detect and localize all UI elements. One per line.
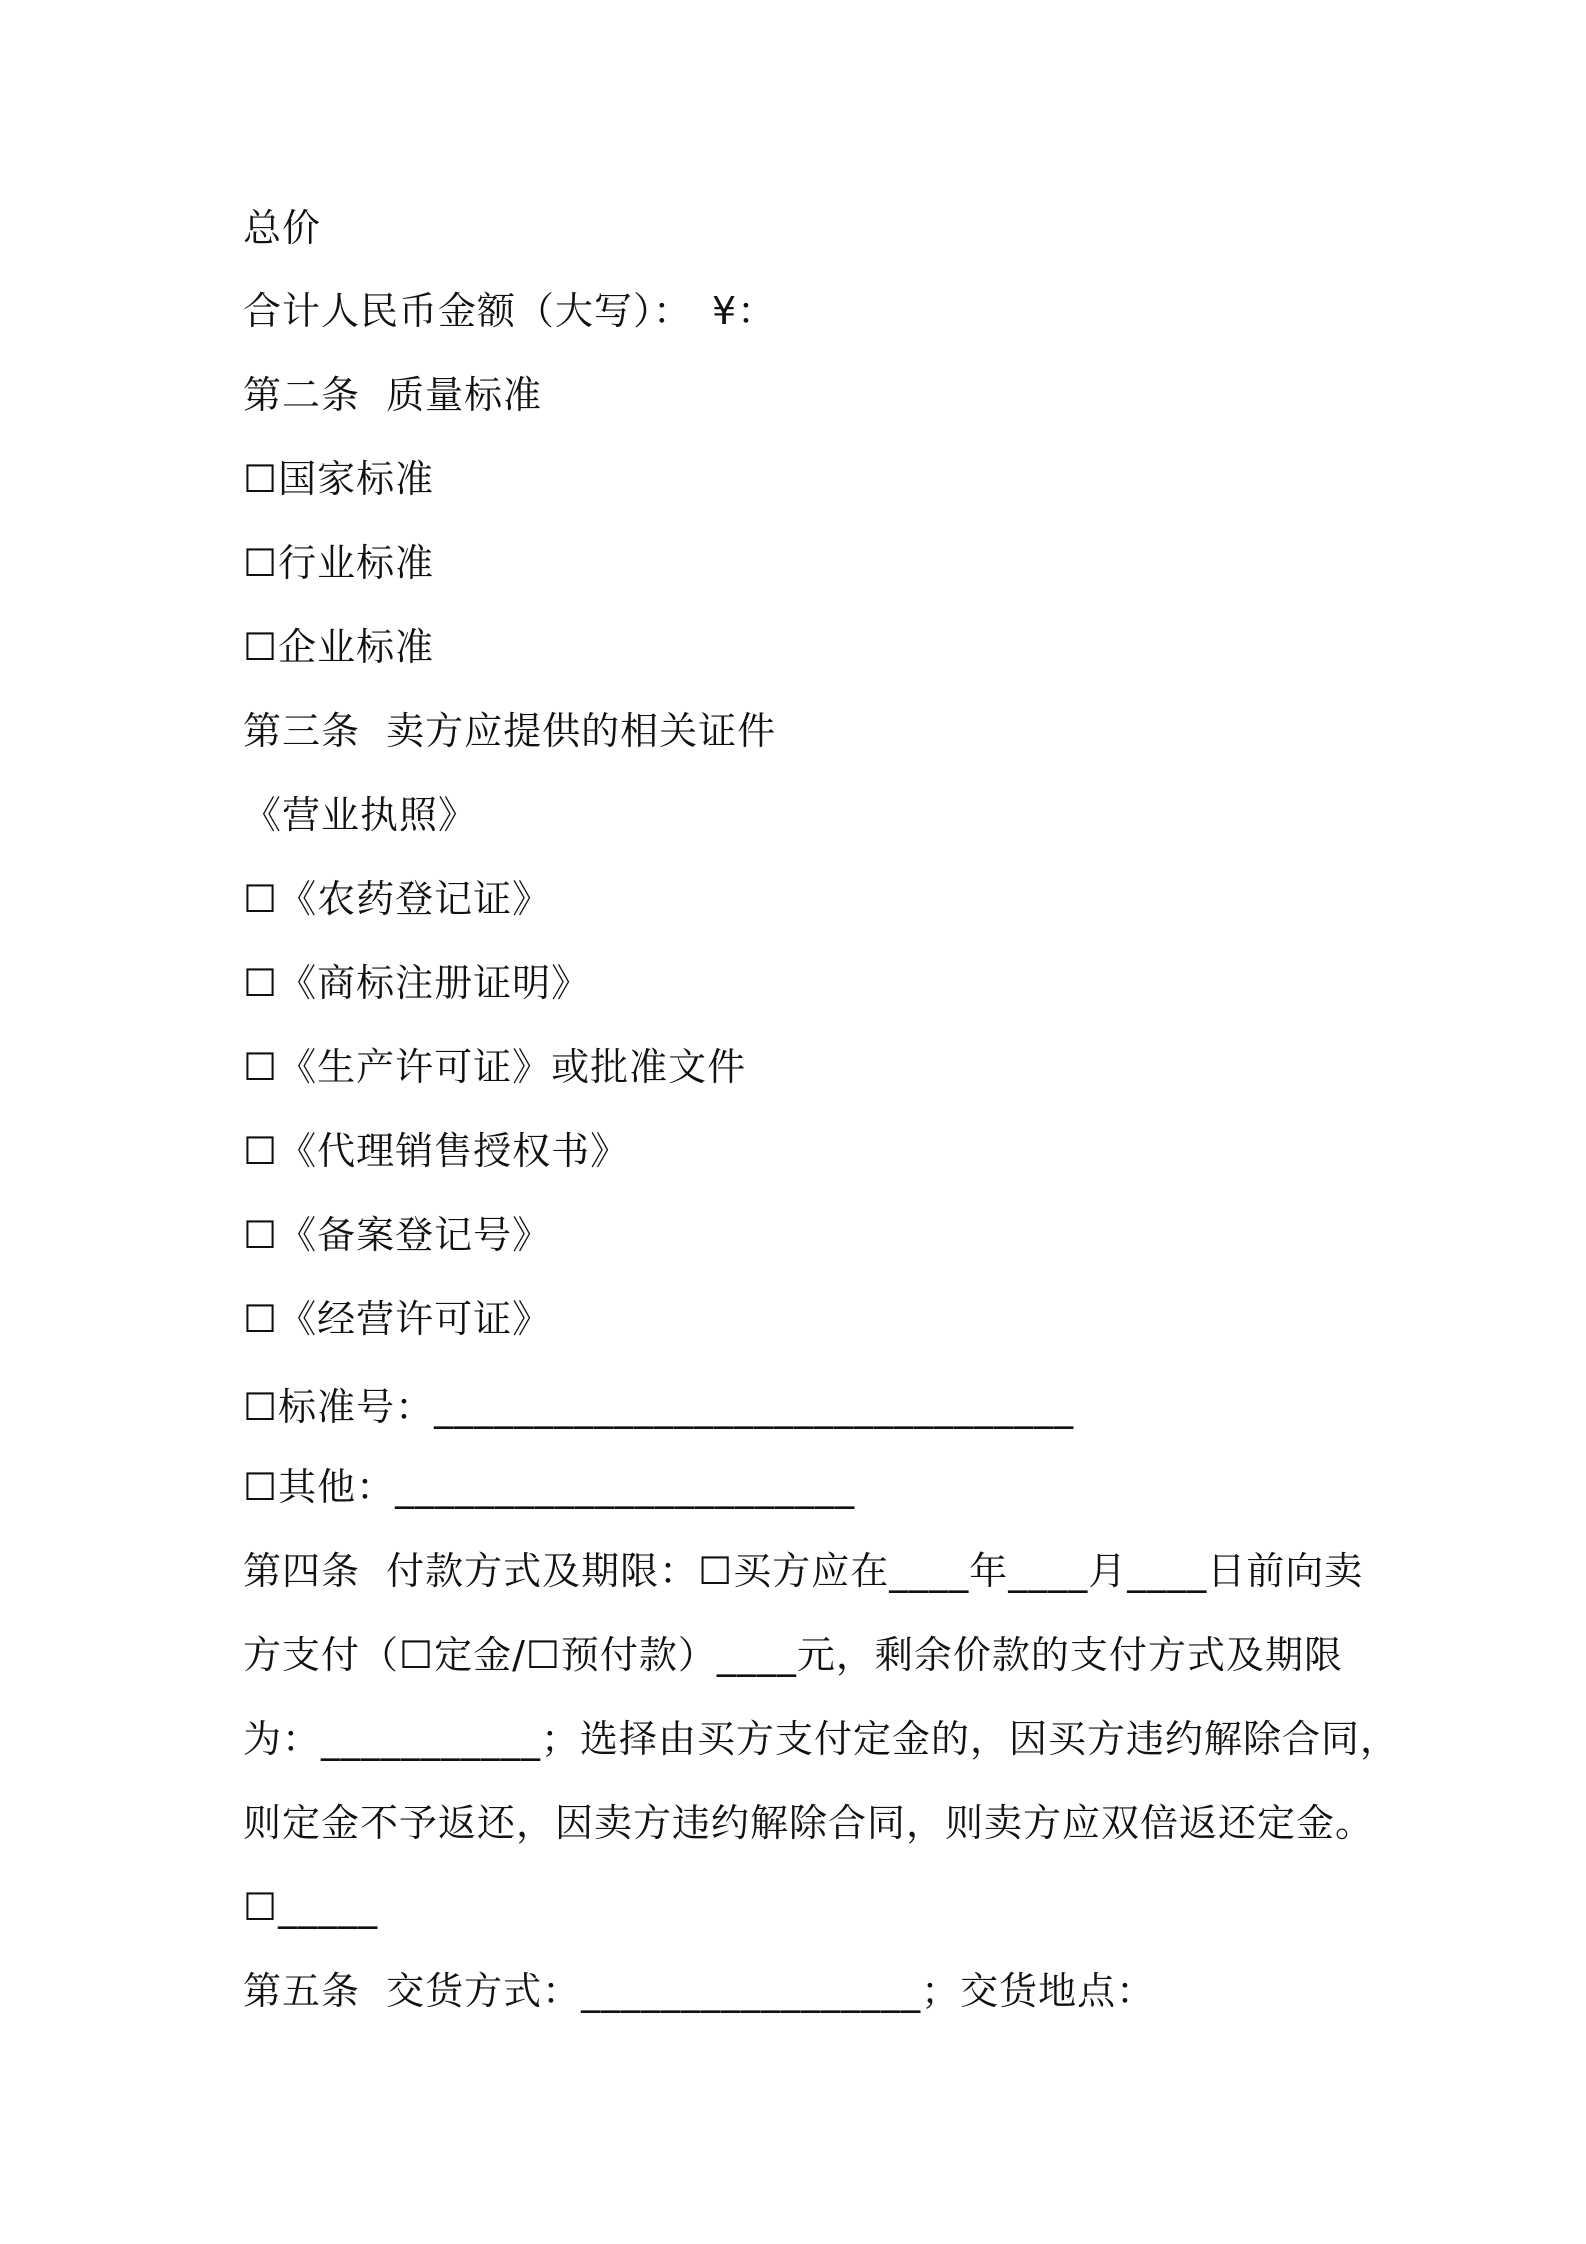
checkbox-other[interactable]: ☐其他：_______________________ <box>243 1465 856 1509</box>
checkbox-sales-authorization[interactable]: ☐《代理销售授权书》 <box>243 1129 630 1173</box>
business-license-item: 《营业执照》 <box>243 793 478 837</box>
checkbox-trademark-registration[interactable]: ☐《商标注册证明》 <box>243 961 591 1005</box>
checkbox-filing-number[interactable]: ☐《备案登记号》 <box>243 1213 552 1257</box>
checkbox-business-permit[interactable]: ☐《经营许可证》 <box>243 1297 552 1341</box>
checkbox-production-license[interactable]: ☐《生产许可证》或批准文件 <box>243 1045 747 1089</box>
total-amount-line: 合计人民币金额（大写）： ¥： <box>243 289 777 333</box>
article-5-line: 第五条 交货方式：_________________；交货地点： <box>243 1969 1156 2013</box>
checkbox-national-standard[interactable]: ☐国家标准 <box>243 457 435 501</box>
total-price-label: 总价 <box>243 206 322 250</box>
checkbox-enterprise-standard[interactable]: ☐企业标准 <box>243 625 435 669</box>
article-4-line-4: 则定金不予返还，因卖方违约解除合同，则卖方应双倍返还定金。 <box>243 1801 1375 1845</box>
article-4-line-3: 为：___________；选择由买方支付定金的，因买方违约解除合同， <box>243 1717 1400 1761</box>
article-4-line-2: 方支付（☐定金/☐预付款）____元，剩余价款的支付方式及期限 <box>243 1633 1343 1677</box>
checkbox-pesticide-registration[interactable]: ☐《农药登记证》 <box>243 877 552 921</box>
checkbox-standard-number[interactable]: ☐标准号：________________________________ <box>243 1385 1075 1429</box>
checkbox-blank-option[interactable]: ☐_____ <box>243 1885 379 1929</box>
article-3-heading: 第三条 卖方应提供的相关证件 <box>243 709 777 753</box>
article-4-line-1: 第四条 付款方式及期限：☐买方应在____年____月____日前向卖 <box>243 1549 1364 1593</box>
article-2-heading: 第二条 质量标准 <box>243 373 543 417</box>
checkbox-industry-standard[interactable]: ☐行业标准 <box>243 541 435 585</box>
